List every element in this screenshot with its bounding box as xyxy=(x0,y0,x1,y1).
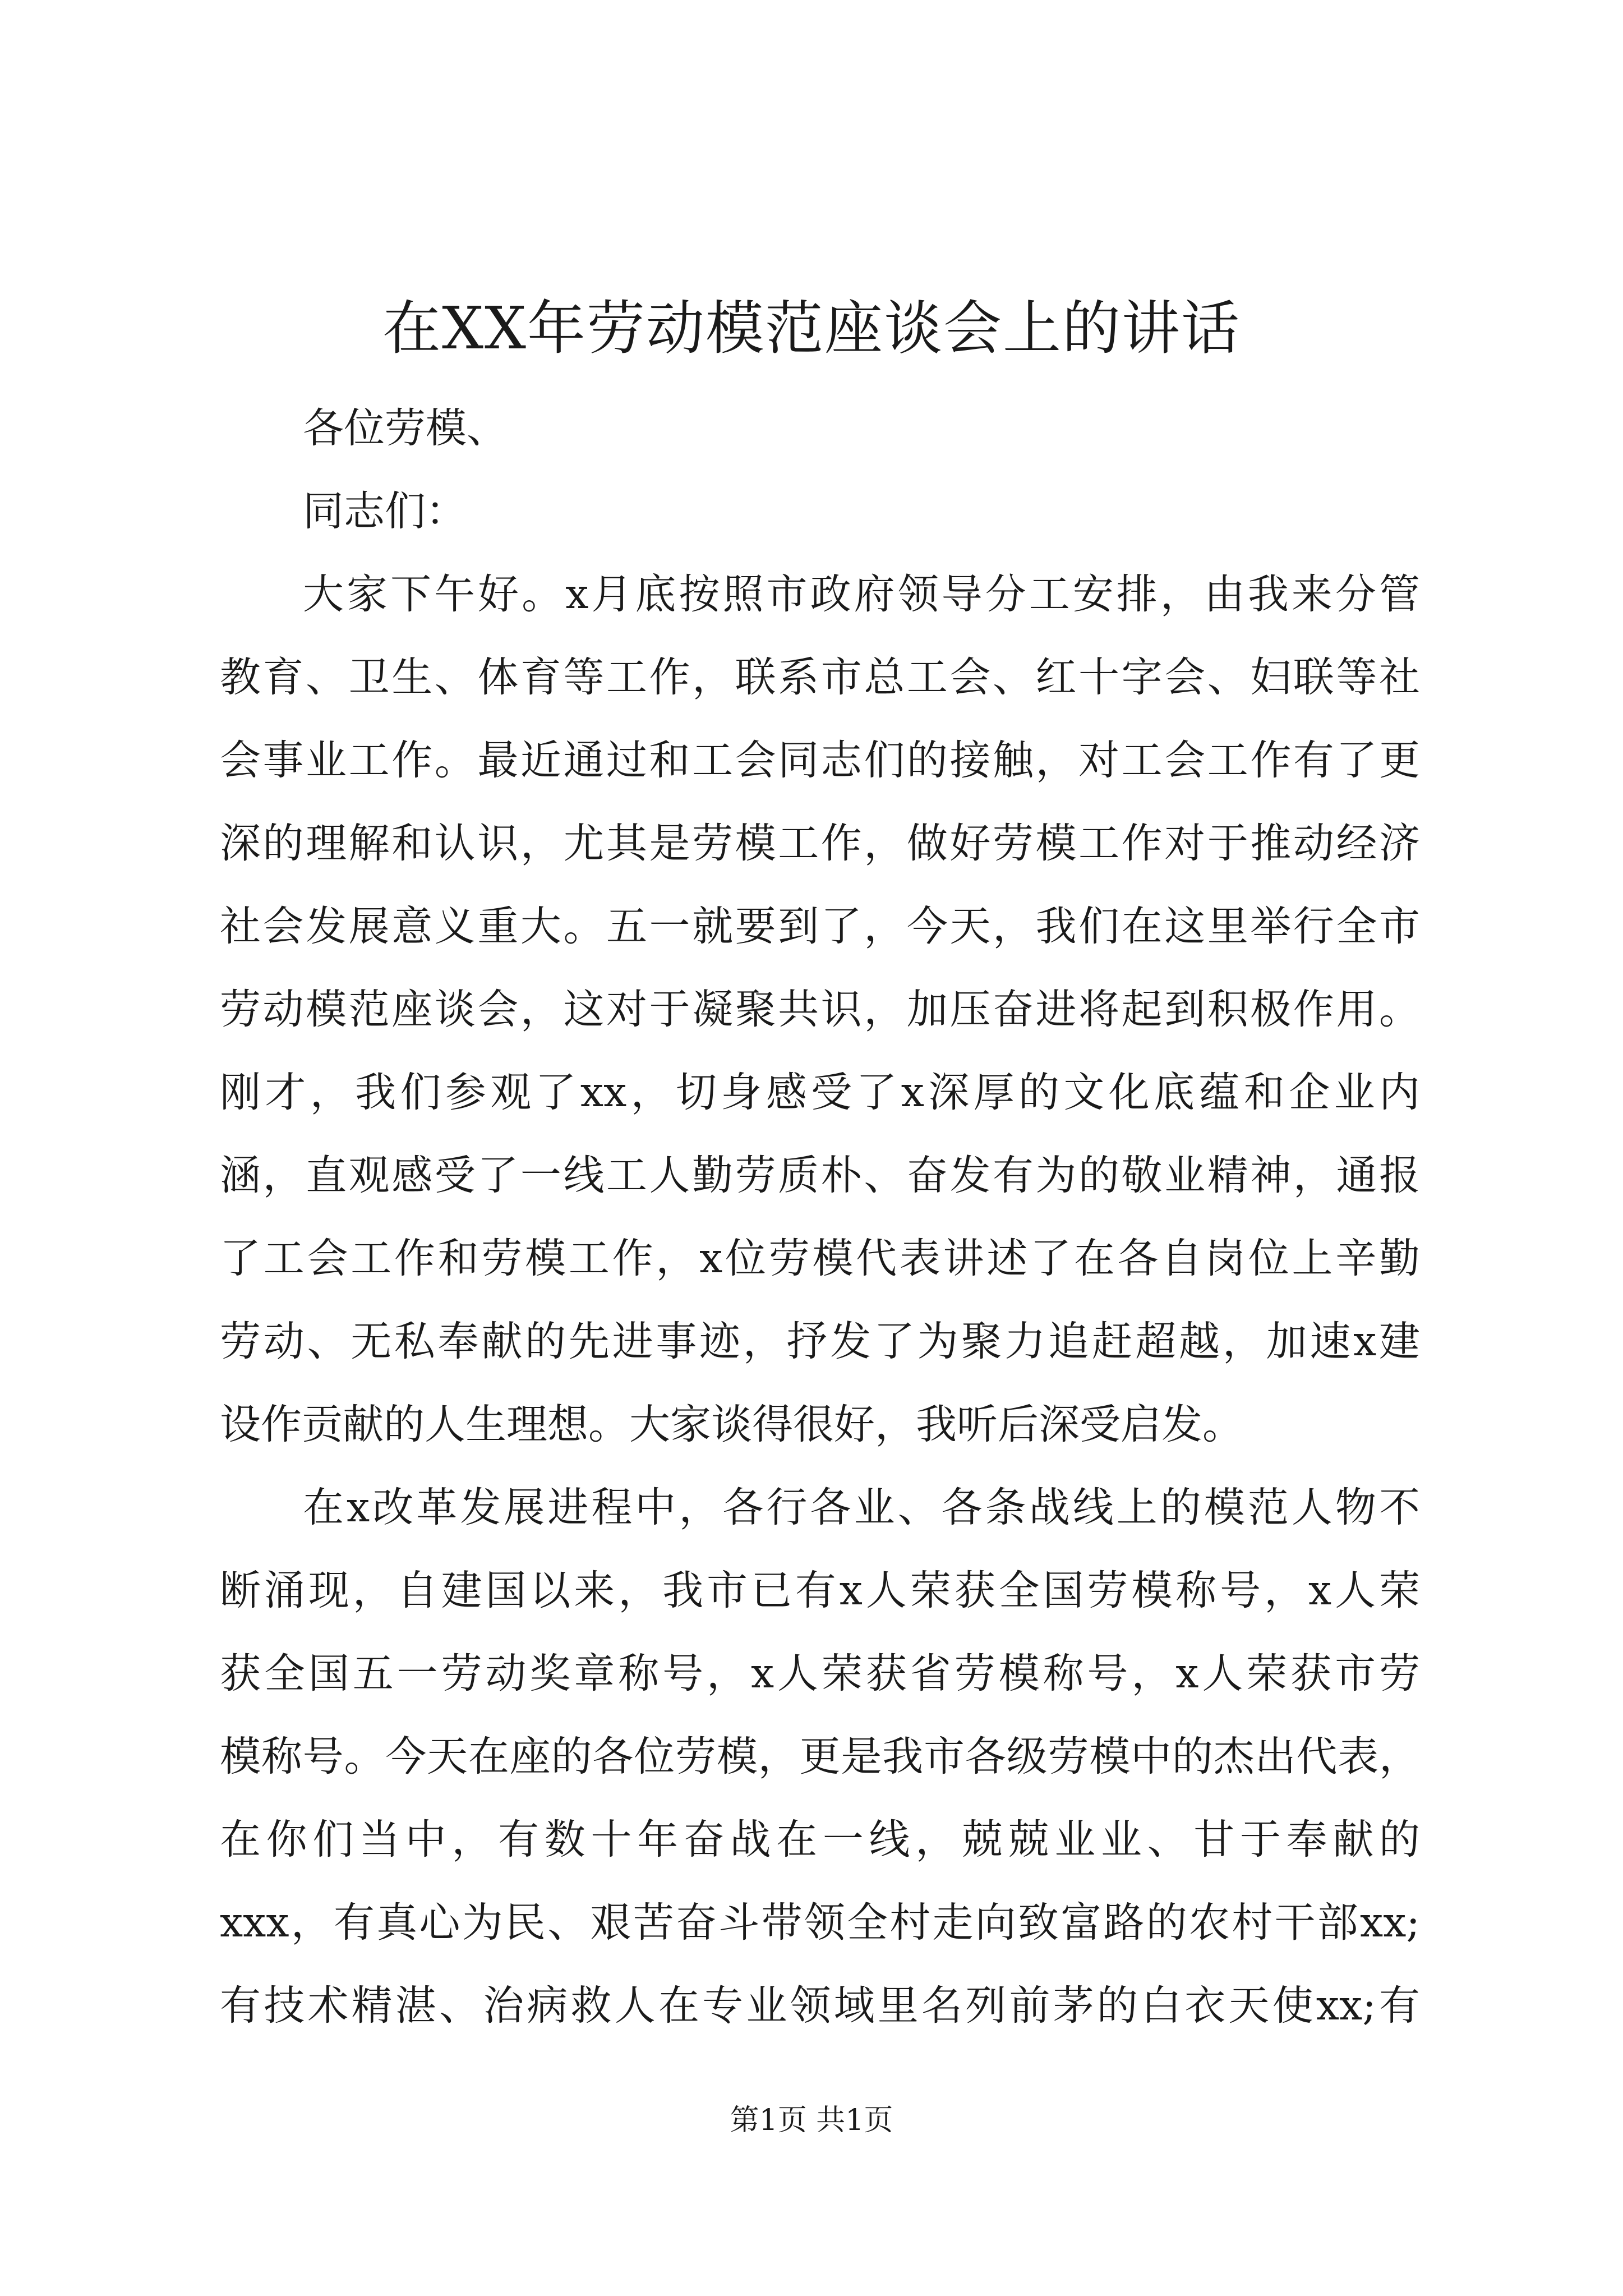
text-line: 有技术精湛、治病救人在专业领域里名列前茅的白衣天使xx;有 xyxy=(220,1982,1420,2030)
document-body xyxy=(220,387,1420,2047)
text-line: 在你们当中，有数十年奋战在一线，兢兢业业、甘于奉献的 xyxy=(220,1816,1420,1864)
text-line: 断涌现，自建国以来，我市已有x人荣获全国劳模称号，x人荣 xyxy=(220,1567,1420,1614)
paragraph-2 xyxy=(220,1466,1420,2047)
text-line: 模称号。今天在座的各位劳模，更是我市各级劳模中的杰出代表， xyxy=(220,1733,1420,1780)
greeting-line: 同志们： xyxy=(303,487,467,535)
text-line: 获全国五一劳动奖章称号，x人荣获省劳模称号，x人荣获市劳 xyxy=(220,1650,1420,1697)
text-line: 刚才，我们参观了xx，切身感受了x深厚的文化底蕴和企业内 xyxy=(220,1069,1420,1116)
text-line: 会事业工作。最近通过和工会同志们的接触，对工会工作有了更 xyxy=(220,737,1420,784)
page-number: 第1页 共1页 xyxy=(730,2104,893,2137)
text-line: 劳动、无私奉献的先进事迹，抒发了为聚力追赶超越，加速x建 xyxy=(220,1318,1420,1365)
document-title: 在XX年劳动模范座谈会上的讲话 xyxy=(382,294,1241,362)
text-line: 在x改革发展进程中，各行各业、各条战线上的模范人物不 xyxy=(303,1484,1420,1531)
text-line: 社会发展意义重大。五一就要到了，今天，我们在这里举行全市 xyxy=(220,903,1420,950)
text-line: 劳动模范座谈会，这对于凝聚共识，加压奋进将起到积极作用。 xyxy=(220,986,1420,1033)
text-line: 深的理解和认识，尤其是劳模工作，做好劳模工作对于推动经济 xyxy=(220,820,1420,867)
text-line: 大家下午好。x月底按照市政府领导分工安排，由我来分管 xyxy=(303,570,1420,618)
text-line: 设作贡献的人生理想。大家谈得很好，我听后深受启发。 xyxy=(220,1401,1243,1448)
paragraph-1 xyxy=(220,553,1420,1466)
greeting-line: 各位劳模、 xyxy=(303,404,508,452)
text-line: 教育、卫生、体育等工作，联系市总工会、红十字会、妇联等社 xyxy=(220,654,1420,701)
text-line: xxx，有真心为民、艰苦奋斗带领全村走向致富路的农村干部xx; xyxy=(220,1899,1420,1947)
text-line: 了工会工作和劳模工作，x位劳模代表讲述了在各自岗位上辛勤 xyxy=(220,1235,1420,1282)
text-line: 涵，直观感受了一线工人勤劳质朴、奋发有为的敬业精神，通报 xyxy=(220,1152,1420,1199)
